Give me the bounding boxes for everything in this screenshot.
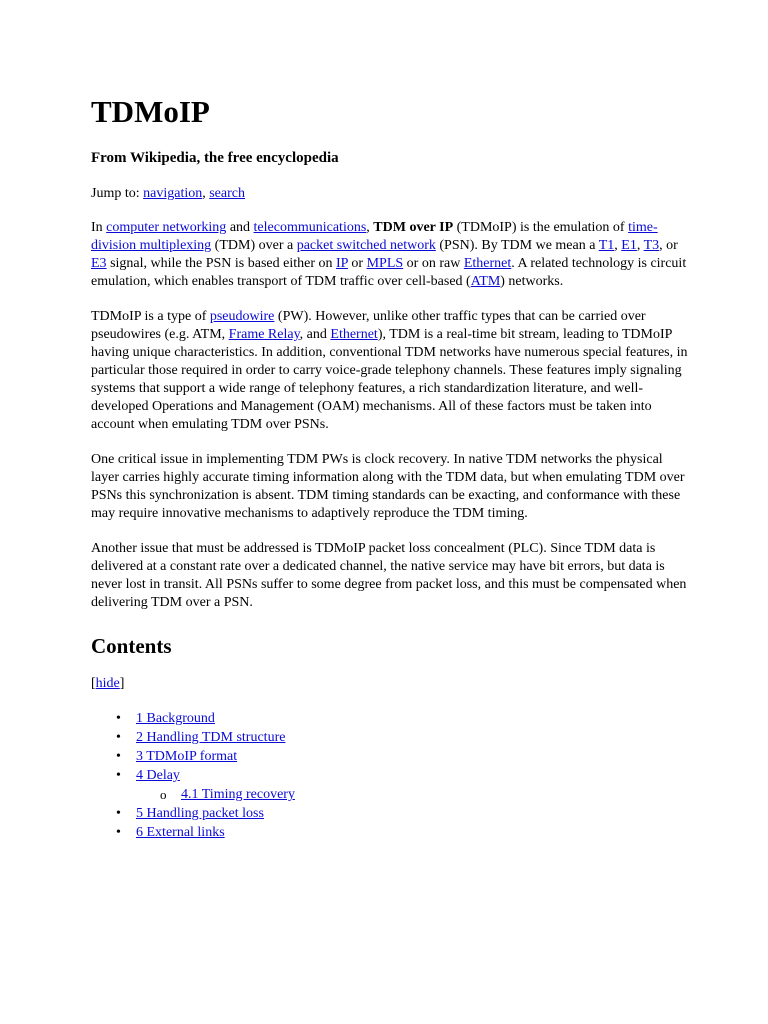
link-telecommunications[interactable]: telecommunications (253, 220, 367, 235)
toc-toggle (91, 675, 691, 693)
text: In (91, 220, 107, 235)
toc-item (91, 804, 691, 823)
link-pseudowire[interactable]: pseudowire (209, 309, 275, 324)
bullet-icon: • (116, 806, 121, 821)
article-body (91, 92, 691, 842)
toc-link-handling-packet-loss[interactable]: 5 Handling packet loss (136, 806, 264, 821)
link-ip[interactable]: IP (335, 256, 348, 271)
link-atm[interactable]: ATM (470, 274, 501, 289)
text: , or (659, 238, 678, 253)
text: (PSN). By TDM we mean a (435, 238, 599, 253)
bracket: ] (119, 676, 125, 691)
text: (PW). However, unlike other traffic types that can be carried over pseudowires (e.g. ATM, (91, 309, 646, 342)
page-subtitle: From Wikipedia, the free encyclopedia (91, 150, 339, 166)
text: (TDM) over a (211, 238, 297, 253)
paragraph-packet-loss: Another issue that must be addressed is TDMoIP packet loss concealment (PLC). Since TDM data is delivered at a constant rate over a dedicated channel, the native service may have bit errors, but data is never lost in transit. All PSNs suffer to some degree from packet loss, and this must be compensated when delivering TDM over a PSN. (91, 541, 687, 610)
toc-item (91, 747, 691, 766)
term-tdm-over-ip: TDM over IP (373, 220, 454, 235)
paragraph-pseudowire (91, 308, 691, 434)
toc-item (91, 709, 691, 728)
toc-item (91, 823, 691, 842)
toc-link-external-links[interactable]: 6 External links (136, 825, 225, 840)
jump-navigation-link[interactable]: navigation (143, 186, 203, 201)
jump-prefix: Jump to: (91, 186, 144, 201)
toc-subitem (136, 785, 691, 804)
toc-link-background[interactable]: 1 Background (136, 711, 215, 726)
bullet-icon: • (116, 825, 121, 840)
toc-item (91, 728, 691, 747)
link-time-division-multiplexing[interactable]: time-division multiplexing (91, 220, 658, 253)
toc-link-tdmoip-format[interactable]: 3 TDMoIP format (136, 749, 238, 764)
page-title: TDMoIP (91, 94, 210, 129)
text: and (226, 220, 254, 235)
toc-item (91, 766, 691, 804)
toc-link-handling-tdm-structure[interactable]: 2 Handling TDM structure (136, 730, 286, 745)
link-e1[interactable]: E1 (621, 238, 637, 253)
toc-hide-link[interactable]: hide (95, 676, 120, 691)
bullet-icon: • (116, 730, 121, 745)
link-ethernet[interactable]: Ethernet (463, 256, 512, 271)
bullet-icon: • (116, 768, 121, 783)
text: , (614, 238, 622, 253)
bullet-icon: • (116, 711, 121, 726)
text: ) networks. (500, 274, 564, 289)
link-computer-networking[interactable]: computer networking (106, 220, 227, 235)
link-packet-switched-network[interactable]: packet switched network (296, 238, 436, 253)
toc-sublist (136, 785, 691, 804)
link-ethernet-2[interactable]: Ethernet (330, 327, 378, 342)
bullet-icon: • (116, 749, 121, 764)
link-t3[interactable]: T3 (643, 238, 660, 253)
bracket: [ (91, 676, 96, 691)
link-mpls[interactable]: MPLS (366, 256, 404, 271)
jump-links (91, 185, 691, 203)
hollow-bullet-icon: o (160, 787, 167, 802)
link-frame-relay[interactable]: Frame Relay (228, 327, 300, 342)
text: , (366, 220, 374, 235)
text: ), TDM is a real-time bit stream, leading to TDMoIP having unique characteristics. In addition, conventional TDM networks have numerous special features, in particular those required in order to carry voice-grade telephony channels. These features imply signaling systems that support a wide range of telephony features, a rich standardization literature, and well-developed Operations and Management (OAM) mechanisms. All of these factors must be taken into account when emulating TDM over PSNs. (91, 327, 688, 432)
text: TDMoIP is a type of (91, 309, 210, 324)
text: or (347, 256, 367, 271)
text: or on raw (403, 256, 464, 271)
text: , and (299, 327, 331, 342)
jump-separator: , (202, 186, 210, 201)
link-e3[interactable]: E3 (91, 256, 107, 271)
contents-heading: Contents (91, 634, 172, 658)
paragraph-clock-recovery: One critical issue in implementing TDM PWs is clock recovery. In native TDM networks the physical layer carries highly accurate timing information along with the TDM data, but when emulating TDM over PSNs this synchronization is absent. TDM timing standards can be exacting, and conformance with these may require innovative mechanisms to adaptively reproduce the TDM timing. (91, 452, 685, 521)
jump-search-link[interactable]: search (209, 186, 245, 201)
text: , (636, 238, 644, 253)
toc-link-delay[interactable]: 4 Delay (136, 768, 180, 783)
text: signal, while the PSN is based either on (106, 256, 336, 271)
link-t1[interactable]: T1 (598, 238, 615, 253)
table-of-contents (91, 709, 691, 842)
text: . A related technology is circuit emulation, which enables transport of TDM traffic over cell-based ( (91, 256, 687, 289)
toc-link-timing-recovery[interactable]: 4.1 Timing recovery (181, 787, 295, 802)
paragraph-intro (91, 219, 691, 291)
text: (TDMoIP) is the emulation of (453, 220, 629, 235)
